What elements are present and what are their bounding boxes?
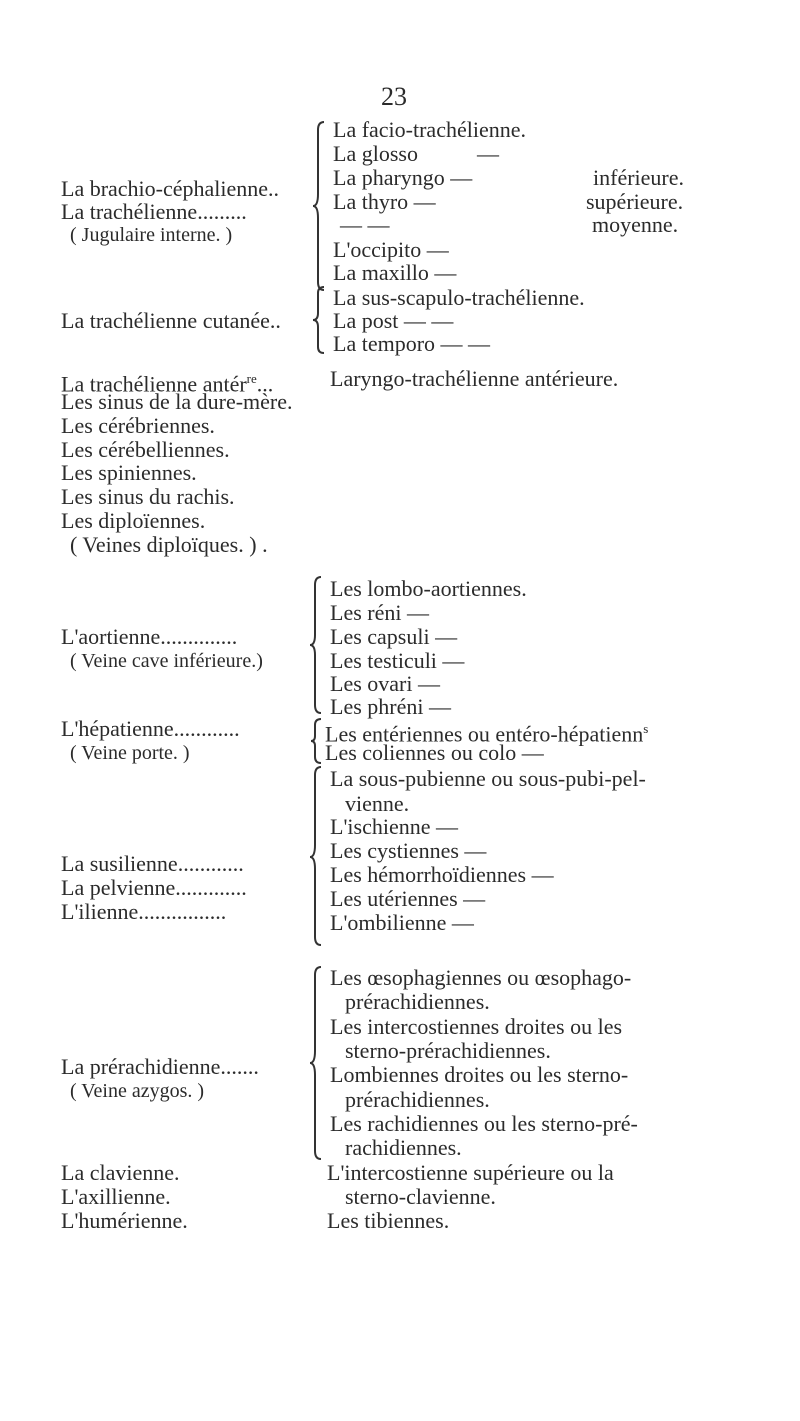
left-note: ( Veine cave inférieure.)	[70, 650, 263, 672]
entry: La thyro —	[333, 189, 436, 214]
entry: Les phréni —	[330, 694, 451, 719]
list-item: Les sinus de la dure-mère.	[61, 389, 293, 414]
list-item: Les cérébelliennes.	[61, 437, 230, 462]
entry: Les rachidiennes ou les sterno-pré-	[330, 1111, 638, 1136]
entry: La maxillo —	[333, 260, 457, 285]
entry: Les utériennes —	[330, 886, 486, 911]
left-label: La brachio-céphalienne..	[61, 176, 280, 201]
entry: La post — —	[333, 308, 454, 333]
entry: Lombiennes droites ou les sterno-	[330, 1062, 629, 1087]
left-label: La trachélienne cutanée..	[61, 308, 281, 333]
brace-icon	[312, 120, 326, 292]
entry: Les coliennes ou colo —	[325, 740, 544, 765]
entry: L'occipito —	[333, 237, 449, 262]
left-label: La trachélienne.........	[61, 199, 247, 224]
page-number: 23	[381, 82, 407, 111]
left-label: L'aortienne..............	[61, 624, 238, 649]
entry: prérachidiennes.	[345, 989, 490, 1014]
dash: —	[477, 141, 499, 166]
entry: Laryngo-trachélienne antérieure.	[330, 366, 619, 391]
list-item: La clavienne.	[61, 1160, 180, 1185]
entry: La temporo — —	[333, 331, 491, 356]
left-label: L'hépatienne............	[61, 716, 240, 741]
qualifier: moyenne.	[592, 212, 679, 237]
qualifier: inférieure.	[593, 165, 684, 190]
list-item: L'axillienne.	[61, 1184, 171, 1209]
left-label: La trachélienne antér$^{re}$...	[61, 371, 274, 397]
entry: — —	[340, 212, 390, 237]
list-item: Les spiniennes.	[61, 460, 197, 485]
entry: Les entériennes ou entéro-hépatienn$^s$	[325, 721, 649, 747]
entry: Les capsuli —	[330, 624, 458, 649]
list-item: L'humérienne.	[61, 1208, 188, 1233]
entry: Les ovari —	[330, 671, 440, 696]
entry: Les hémorrhoïdiennes —	[330, 862, 554, 887]
list-item: Les diploïennes.	[61, 508, 206, 533]
entry: sterno-clavienne.	[345, 1184, 496, 1209]
brace-icon	[312, 285, 326, 355]
left-label: La prérachidienne.......	[61, 1054, 259, 1079]
left-note: ( Jugulaire interne. )	[70, 224, 233, 246]
entry: La sous-pubienne ou sous-pubi-pel-	[330, 766, 646, 791]
entry: L'intercostienne supérieure ou la	[327, 1160, 614, 1185]
entry: La glosso	[333, 141, 418, 166]
entry: Les réni —	[330, 600, 429, 625]
left-label: La pelvienne.............	[61, 875, 247, 900]
entry: Les tibiennes.	[327, 1208, 450, 1233]
entry: Les testiculi —	[330, 648, 465, 673]
entry: vienne.	[345, 791, 410, 816]
entry: L'ischienne —	[330, 814, 458, 839]
list-item: ( Veines diploïques. ) .	[70, 532, 268, 557]
brace-icon	[309, 765, 323, 947]
entry: Les intercostiennes droites ou les	[330, 1014, 623, 1039]
entry: Les lombo-aortiennes.	[330, 576, 527, 601]
entry: Les cystiennes —	[330, 838, 487, 863]
entry: sterno-prérachidiennes.	[345, 1038, 551, 1063]
left-label: L'ilienne................	[61, 899, 227, 924]
entry: prérachidiennes.	[345, 1087, 490, 1112]
qualifier: supérieure.	[586, 189, 684, 214]
left-note: ( Veine porte. )	[70, 742, 190, 764]
brace-icon	[309, 717, 323, 765]
entry: La pharyngo —	[333, 165, 473, 190]
entry: La facio-trachélienne.	[333, 117, 526, 142]
left-note: ( Veine azygos. )	[70, 1080, 205, 1102]
entry: rachidiennes.	[345, 1135, 462, 1160]
brace-icon	[309, 965, 323, 1161]
entry: Les œsophagiennes ou œsophago-	[330, 965, 632, 990]
list-item: Les sinus du rachis.	[61, 484, 235, 509]
entry: La sus-scapulo-trachélienne.	[333, 285, 585, 310]
list-item: Les cérébriennes.	[61, 413, 215, 438]
entry: L'ombilienne —	[330, 910, 474, 935]
brace-icon	[309, 575, 323, 715]
left-label: La susilienne............	[61, 851, 244, 876]
